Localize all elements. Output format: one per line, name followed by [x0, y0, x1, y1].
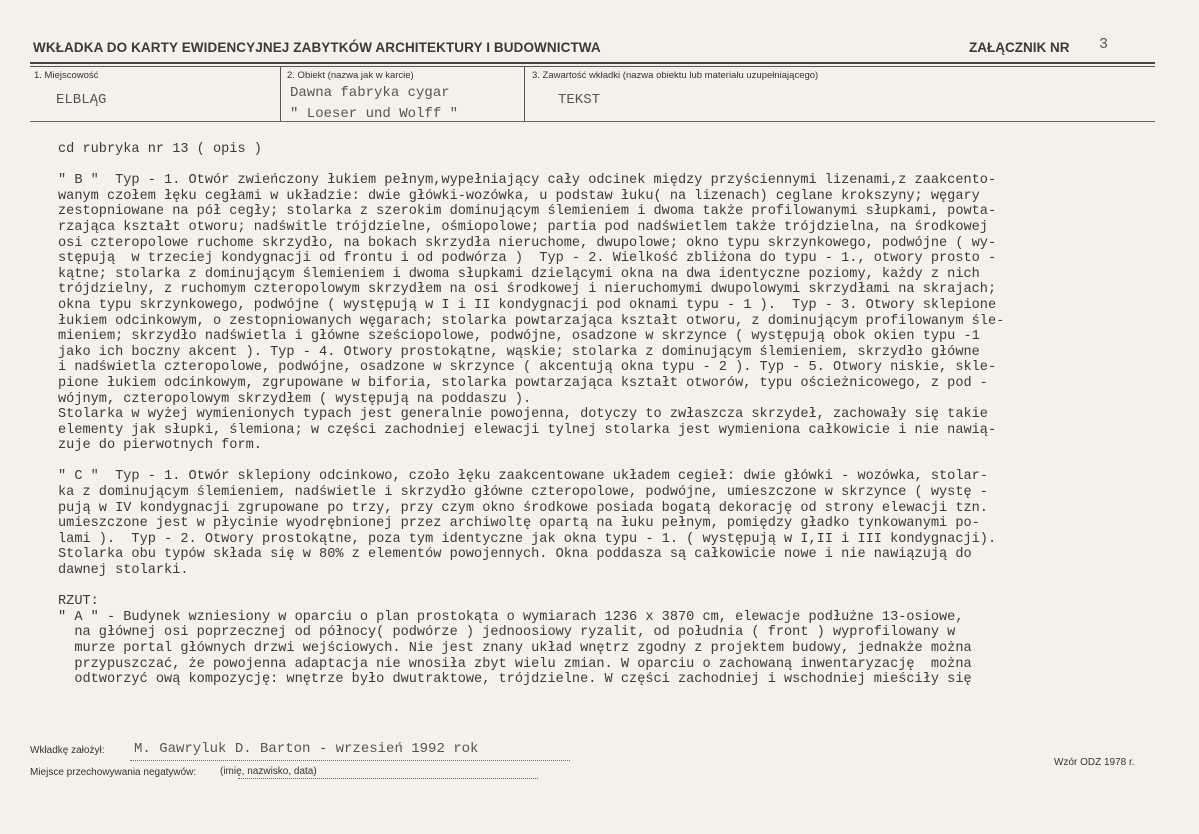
text-line: umieszczone jest w płycinie wyodrębnionej przez archiwoltę opartą na łuku pełnym, pomiędzy gładko tynkowanymi po-	[58, 516, 980, 532]
text-line: zuje do pierwotnych form.	[58, 438, 262, 454]
text-line: Stolarka w wyżej wymienionych typach jest generalnie powojenna, dotyczy to zwłaszcza skrzydeł, zachowały się takie	[58, 407, 988, 423]
locality-value: ELBLĄG	[56, 92, 107, 108]
text-line: na głównej osi poprzecznej od północy( podwórze ) jednoosiowy ryzalit, od południa ( front ) wyprofilowany w	[58, 625, 956, 641]
text-line: RZUT:	[58, 594, 99, 610]
text-line: okna typu skrzynkowego, podwójne ( występują w I i II kondygnacji pod oknami typu - 1 ). Typ - 3. Otwory sklepione	[58, 297, 997, 313]
created-by-dotted-line	[130, 760, 570, 761]
text-line: lami ). Typ - 2. Otwory prostokątne, poza tym identyczne jak okna typu - 1. ( występują w I,II i III kondygnacji).	[58, 531, 997, 547]
annex-number: 3	[1099, 36, 1109, 53]
text-line: Stolarka obu typów składa się w 80% z elementów powojennych. Okna poddasza są całkowicie nowe i nie nawiązują do	[58, 547, 972, 563]
text-line: " C " Typ - 1. Otwór sklepiony odcinkowo, czoło łęku zaakcentowane układem cegieł: dwie główki - wozówka, stolar-	[58, 469, 988, 485]
header-rule-thick	[30, 62, 1155, 64]
content-value: TEKST	[558, 92, 601, 108]
object-label: 2. Obiekt (nazwa jak w karcie)	[287, 70, 414, 81]
text-line: mieniem; skrzydło nadświetla i główne sześciopolowe, podwójne, osadzone w skrzynce ( występują obok okien typu -1	[58, 329, 980, 345]
text-line: łukiem odcinkowym, o zestopniowanych węgarach; stolarka powtarzająca kształt otworu, z dominującym profilowanym śle-	[58, 313, 1005, 329]
form-code: Wzór ODZ 1978 r.	[1054, 757, 1135, 768]
text-line: jako ich boczny akcent ). Typ - 4. Otwory prostokątne, wąskie; stolarka z dominującym ślemieniem, skrzydło główne	[58, 344, 980, 360]
fields-bottom-rule	[30, 121, 1155, 122]
text-line: " A " - Budynek wzniesiony w oparciu o plan prostokąta o wymiarach 1236 x 3870 cm, elewacje podłużne 13-osiowe,	[58, 609, 964, 625]
text-line: rzająca kształt otworu; nadświtle trójdzielne, ośmiopolowe; partia pod nadświetlem także trójdzielna, na środkowej	[58, 219, 988, 235]
text-line: stępują w trzeciej kondygnacji od frontu i od podwórza ) Typ - 2. Wielkość zbliżona do typu - 1., otwory prosto -	[58, 251, 997, 267]
text-line: zestopniowane na pół cegły; stolarka z szerokim dominującym ślemieniem i dwoma także profilowanymi słupkami, powta-	[58, 204, 997, 220]
text-line: pione łukiem odcinkowym, zgrupowane w biforia, stolarka powtarzająca kształt otworów, typu ościeżnicowego, z pod -	[58, 375, 988, 391]
field-divider-1	[280, 66, 281, 121]
storage-label: Miejsce przechowywania negatywów:	[30, 767, 197, 778]
text-line: przypuszczać, że powojenna adaptacja nie wnosiła zbyt wielu zmian. W oparciu o zachowaną inwentaryzację można	[58, 656, 972, 672]
text-line: elementy jak słupki, ślemiona; w części zachodniej elewacji tylnej stolarka jest wymieniona całkowicie i nie nawią-	[58, 422, 997, 438]
text-line: i nadświetla czteropolowe, podwójne, osadzone w skrzynce ( akcentują okna typu - 2 ). Typ - 5. Otwory niskie, skle-	[58, 360, 997, 376]
created-by-label: Wkładkę założył:	[30, 745, 105, 756]
header-rule-thin	[30, 66, 1155, 67]
locality-label: 1. Miejscowość	[34, 70, 99, 81]
object-value-line1: Dawna fabryka cygar	[290, 85, 450, 101]
text-line: dawnej stolarki.	[58, 563, 189, 579]
object-value-line2: " Loeser und Wolff "	[290, 106, 459, 121]
created-by-hint: (imię, nazwisko, data)	[220, 766, 317, 777]
text-line: trójdzielny, z ruchomym czteropolowym skrzydłem na osi środkowej i nieruchomymi dwupolowymi skrzydłami na skrajach;	[58, 282, 997, 298]
annex-label: ZAŁĄCZNIK NR	[969, 40, 1070, 55]
form-title: WKŁADKA DO KARTY EWIDENCYJNEJ ZABYTKÓW ARCHITEKTURY I BUDOWNICTWA	[33, 40, 601, 55]
text-line: osi czteropolowe ruchome skrzydło, na bokach skrzydła nieruchome, dwupolowe; okno typu skrzynkowego, podwójne ( wy-	[58, 235, 997, 251]
storage-dotted-line	[238, 778, 538, 779]
text-line: wanym czołem łęku cegłami w układzie: dwie główki-wozówka, u podstaw łuku( na lizenach) ceglane krokszyny; węgary	[58, 188, 980, 204]
created-by-value: M. Gawryluk D. Barton - wrzesień 1992 rok	[134, 741, 479, 757]
text-line: kątne; stolarka z dominującym ślemieniem i dwoma słupkami dzielącymi okna na dwa identyczne poziomy, każdy z nich	[58, 266, 980, 282]
text-line: cd rubryka nr 13 ( opis )	[58, 142, 262, 157]
description-text	[58, 142, 1178, 688]
text-line: pują w IV kondygnacji zgrupowane po trzy, przy czym okno środkowe posiada bogatą dekorację od strony elewacji tzn.	[58, 500, 988, 516]
text-line: murze portal głównych drzwi wejściowych. Nie jest znany układ wnętrz zgodny z projektem budowy, jednakże można	[58, 641, 972, 656]
text-line: ka z dominującym ślemieniem, nadświetle i skrzydło główne czteropolowe, podwójne, umieszczone w skrzynce ( wystę -	[58, 485, 988, 501]
text-line: odtworzyć ową kompozycję: wnętrze było dwutraktowe, trójdzielne. W części zachodniej i wschodniej mieściły się	[58, 672, 972, 688]
text-line: " B " Typ - 1. Otwór zwieńczony łukiem pełnym,wypełniający cały odcinek między przyściennymi lizenami,z zaakcento-	[58, 173, 997, 189]
field-divider-2	[524, 66, 525, 121]
content-label: 3. Zawartość wkładki (nazwa obiektu lub materiału uzupełniającego)	[532, 70, 819, 81]
text-line: wójnym, czteropolowym skrzydłem ( występują na poddaszu ).	[58, 391, 532, 407]
